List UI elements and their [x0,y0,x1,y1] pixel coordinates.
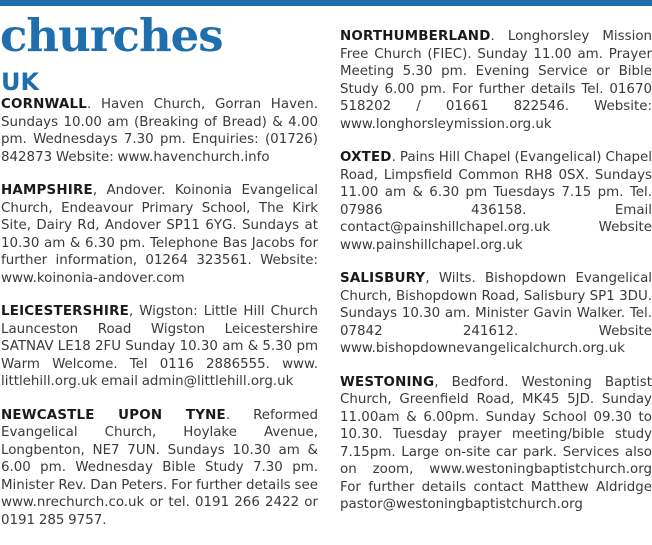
region-label: HAMPSHIRE [1,183,93,198]
region-label: WESTONING [340,374,435,390]
region-label: OXTED [340,150,392,165]
region-label: NEWCASTLE UPON TYNE [1,407,226,423]
church-listing-cornwall: CORNWALL. Haven Church, Gorran Haven. Sundays 10.00 am (Breaking of Bread) & 4.00 pm. Wednesdays 7.30 pm. Enquiries: (01726) 842873 Website: www.havenchurch.info [1,97,318,165]
region-label: LEICESTERSHIRE [1,304,129,319]
listing-text: Reformed Evangelical Church, Hoylake Avenue, Longbenton, NE7 7UN. Sundays 10.30 am & 6.00 pm. Wednesday Bible Study 7.30 pm. Minister Rev. Dan Peters. For further details see www.nrechurch.co.uk or tel. 0191 266 2422 or 0191 285 9757. [1,407,319,528]
listing-text: Wilts. Bishopdown Evangelical Church, Bishopdown Road, Salisbury SP1 3DU. Sundays 10.30 am. Minister Gavin Walker. Tel. 07842 241612. Website www.bishopdownevangelicalchurch.org.uk [340,271,652,356]
listing-text: Wigston: Little Hill Church Launceston Road Wigston Leicestershire SATNAV LE18 2FU Sunday 10.30 am & 5.30 pm Warm Welcome. Tel 0116 2886555. www. littlehill.org.uk email admin@littlehill.org.uk [1,304,319,389]
section-heading: UK [1,68,40,96]
church-listing-salisbury: SALISBURY, Wilts. Bishopdown Evangelical Church, Bishopdown Road, Salisbury SP1 3DU. Sundays 10.30 am. Minister Gavin Walker. Tel. 07842 241612. Website www.bishopdownevangelicalchurch.org.uk [340,271,652,356]
church-listing-leicestershire: LEICESTERSHIRE, Wigston: Little Hill Church Launceston Road Wigston Leicestershire SATNAV LE18 2FU Sunday 10.30 am & 5.30 pm Warm Welcome. Tel 0116 2886555. www. littlehill.org.uk email admin@littlehill.org.uk [1,304,319,389]
church-listing-westoning: WESTONING, Bedford. Westoning Baptist Church, Greenfield Road, MK45 5JD. Sunday 11.00am & 6.00pm. Sunday School 09.30 to 10.30. Tuesday prayer meeting/bible study 7.15pm. Large on-site car park. Services also on zoom, www.westoningbaptistchurch.org For further details contact Matthew Aldridge pastor@westoningbaptistchurch.org [340,374,652,512]
region-label: CORNWALL [1,97,87,112]
listing-text: Longhorsley Mission Free Church (FIEC). Sunday 11.00 am. Prayer Meeting 5.30 pm. Evening Service or Bible Study 6.00 pm. For further details Tel. 01670 518202 / 01661 822546. Website: www.longhorsleymission.org.uk [340,29,652,132]
church-listing-hampshire: HAMPSHIRE, Andover. Koinonia Evangelical Church, Endeavour Primary School, The Kirk Site, Dairy Rd, Andover SP11 6YG. Sundays at 10.30 am & 6.30 pm. Telephone Bas Jacobs for further information, 01264 323561. Website: www.koinonia-andover.com [1,183,318,286]
right-column [340,28,652,530]
listing-text: Bedford. Westoning Baptist Church, Greenfield Road, MK45 5JD. Sunday 11.00am & 6.00pm. Sunday School 09.30 to 10.30. Tuesday prayer meeting/bible study 7.15pm. Large on-site car park. Services also on zoom, www.westoningbaptistchurch.org For further details contact Matthew Aldridge pastor@westoningbaptistchurch.org [340,374,652,512]
region-label: NORTHUMBERLAND [340,29,491,44]
church-listing-northumberland: NORTHUMBERLAND. Longhorsley Mission Free Church (FIEC). Sunday 11.00 am. Prayer Meeting 5.30 pm. Evening Service or Bible Study 6.00 pm. For further details Tel. 01670 518202 / 01661 822546. Website: www.longhorsleymission.org.uk [340,29,652,132]
church-listing-oxted: OXTED. Pains Hill Chapel (Evangelical) Chapel Road, Limpsfield Common RH8 0SX. Sundays 11.00 am & 6.30 pm Tuesdays 7.15 pm. Tel. 07986 436158. Email contact@painshillchapel.org.uk Website www.painshillchapel.org.uk [340,150,652,253]
top-accent-bar [0,0,652,6]
region-label: SALISBURY [340,271,426,286]
listing-text: Haven Church, Gorran Haven. Sundays 10.00 am (Breaking of Bread) & 4.00 pm. Wednesdays 7.30 pm. Enquiries: (01726) 842873 Website: www.havenchurch.info [1,97,318,165]
church-listing-newcastle: NEWCASTLE UPON TYNE. Reformed Evangelical Church, Hoylake Avenue, Longbenton, NE7 7UN. Sundays 10.30 am & 6.00 pm. Wednesday Bible Study 7.30 pm. Minister Rev. Dan Peters. For further details see www.nrechurch.co.uk or tel. 0191 266 2422 or 0191 285 9757. [1,407,319,528]
page-title: churches [0,9,223,62]
listing-text: Pains Hill Chapel (Evangelical) Chapel Road, Limpsfield Common RH8 0SX. Sundays 11.00 am & 6.30 pm Tuesdays 7.15 pm. Tel. 07986 436158. Email contact@painshillchapel.org.uk Website www.painshillchapel.org.uk [340,150,652,253]
listing-text: Andover. Koinonia Evangelical Church, Endeavour Primary School, The Kirk Site, Dairy Rd, Andover SP11 6YG. Sundays at 10.30 am & 6.30 pm. Telephone Bas Jacobs for further information, 01264 323561. Website: www.koinonia-andover.com [1,183,318,286]
left-column [1,96,318,545]
